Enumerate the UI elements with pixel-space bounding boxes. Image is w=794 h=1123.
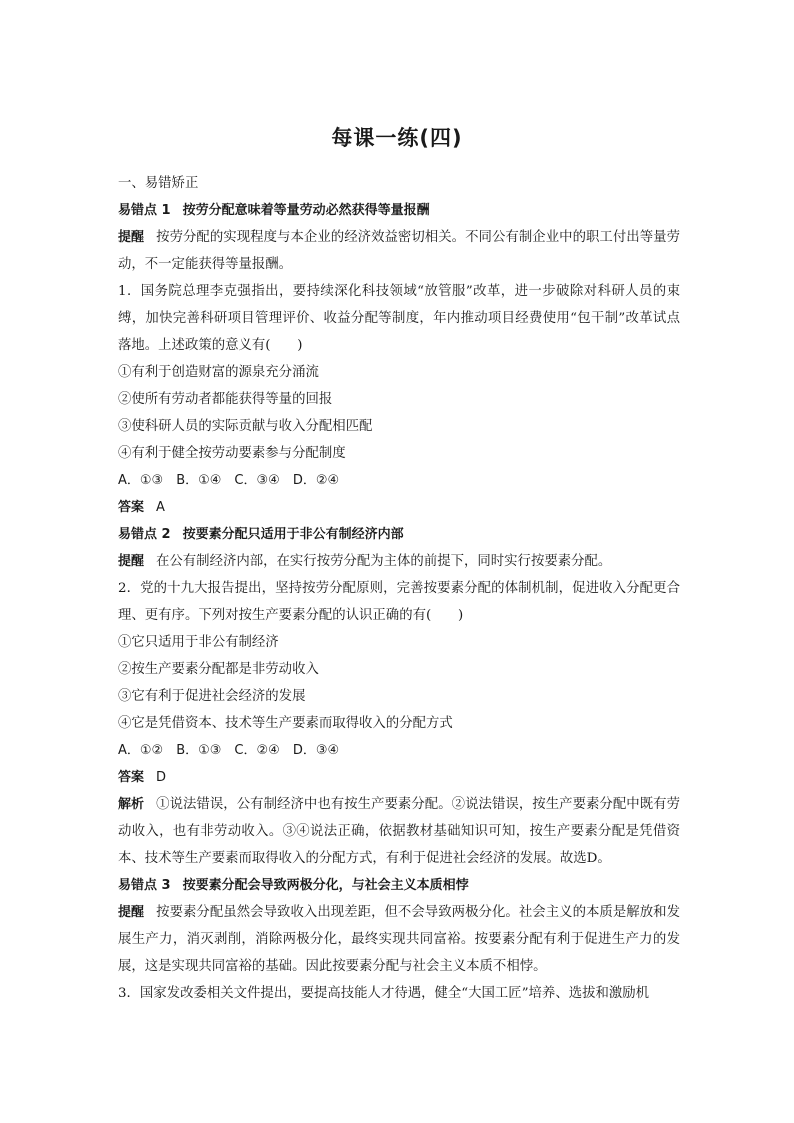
tip-paragraph-3 xyxy=(118,899,680,980)
tip-text: 在公有制经济内部，在实行按劳分配为主体的前提下，同时实行按要素分配。 xyxy=(156,554,612,569)
question-2-option: ②按生产要素分配都是非劳动收入 xyxy=(118,662,319,677)
error-point-statement: 按劳分配意味着等量劳动必然获得等量报酬 xyxy=(182,203,430,218)
analysis-text: ①说法错误，公有制经济中也有按生产要素分配。②说法错误，按生产要素分配中既有劳动收入，也有非劳动收入。③④说法正确，依据教材基础知识可知，按生产要素分配是凭借资本、技术等生产要素而取得收入的分配方式，有利于促进社会经济的发展。故选D。 xyxy=(118,797,680,866)
tip-paragraph-1 xyxy=(118,224,680,278)
error-point-label: 易错点 2 xyxy=(118,527,171,542)
error-point-2 xyxy=(118,521,680,548)
question-2-answer xyxy=(118,764,680,791)
question-2-analysis xyxy=(118,791,680,872)
error-point-statement: 按要素分配会导致两极分化，与社会主义本质相悖 xyxy=(182,878,469,893)
section-heading: 一、易错矫正 xyxy=(118,176,199,191)
tip-text: 按劳分配的实现程度与本企业的经济效益密切相关。不同公有制企业中的职工付出等量劳动，不一定能获得等量报酬。 xyxy=(118,230,680,272)
answer-label: 答案 xyxy=(118,770,145,785)
answer-value: A xyxy=(156,500,165,515)
question-1-answer xyxy=(118,494,680,521)
question-3-stem: 3．国家发改委相关文件提出，要提高技能人才待遇，健全“大国工匠”培养、选拔和激励机 xyxy=(118,986,650,1001)
question-1-stem: 1．国务院总理李克强指出，要持续深化科技领域“放管服”改革，进一步破除对科研人员的束缚，加快完善科研项目管理评价、收益分配等制度，年内推动项目经费使用“包干制”改革试点落地。上述政策的意义有( ) xyxy=(118,284,680,353)
question-1-option: ③使科研人员的实际贡献与收入分配相匹配 xyxy=(118,419,373,434)
tip-paragraph-2 xyxy=(118,548,680,575)
error-point-statement: 按要素分配只适用于非公有制经济内部 xyxy=(182,527,404,542)
question-2-choices: A．①② B．①③ C．②④ D．③④ xyxy=(118,743,340,758)
error-point-label: 易错点 1 xyxy=(118,203,171,218)
question-1-option: ①有利于创造财富的源泉充分涌流 xyxy=(118,365,319,380)
tip-label: 提醒 xyxy=(118,230,145,245)
error-point-1 xyxy=(118,197,680,224)
question-2-option: ③它有利于促进社会经济的发展 xyxy=(118,689,306,704)
document-body xyxy=(118,170,680,1007)
answer-value: D xyxy=(156,770,167,785)
question-2-stem: 2．党的十九大报告提出，坚持按劳分配原则，完善按要素分配的体制机制，促进收入分配更合理、更有序。下列对按生产要素分配的认识正确的有( ) xyxy=(118,581,680,623)
tip-text: 按要素分配虽然会导致收入出现差距，但不会导致两极分化。社会主义的本质是解放和发展生产力，消灭剥削，消除两极分化，最终实现共同富裕。按要素分配有利于促进生产力的发展，这是实现共同富裕的基础。因此按要素分配与社会主义本质不相悖。 xyxy=(118,905,680,974)
answer-label: 答案 xyxy=(118,500,145,515)
question-2-option: ④它是凭借资本、技术等生产要素而取得收入的分配方式 xyxy=(118,716,453,731)
error-point-label: 易错点 3 xyxy=(118,878,171,893)
tip-label: 提醒 xyxy=(118,554,145,569)
analysis-label: 解析 xyxy=(118,797,145,812)
error-point-3 xyxy=(118,872,680,899)
question-1-choices: A．①③ B．①④ C．③④ D．②④ xyxy=(118,473,340,488)
page-title: 每课一练(四) xyxy=(331,126,463,150)
question-2-option: ①它只适用于非公有制经济 xyxy=(118,635,279,650)
tip-label: 提醒 xyxy=(118,905,145,920)
question-1-option: ④有利于健全按劳动要素参与分配制度 xyxy=(118,446,346,461)
question-1-option: ②使所有劳动者都能获得等量的回报 xyxy=(118,392,333,407)
